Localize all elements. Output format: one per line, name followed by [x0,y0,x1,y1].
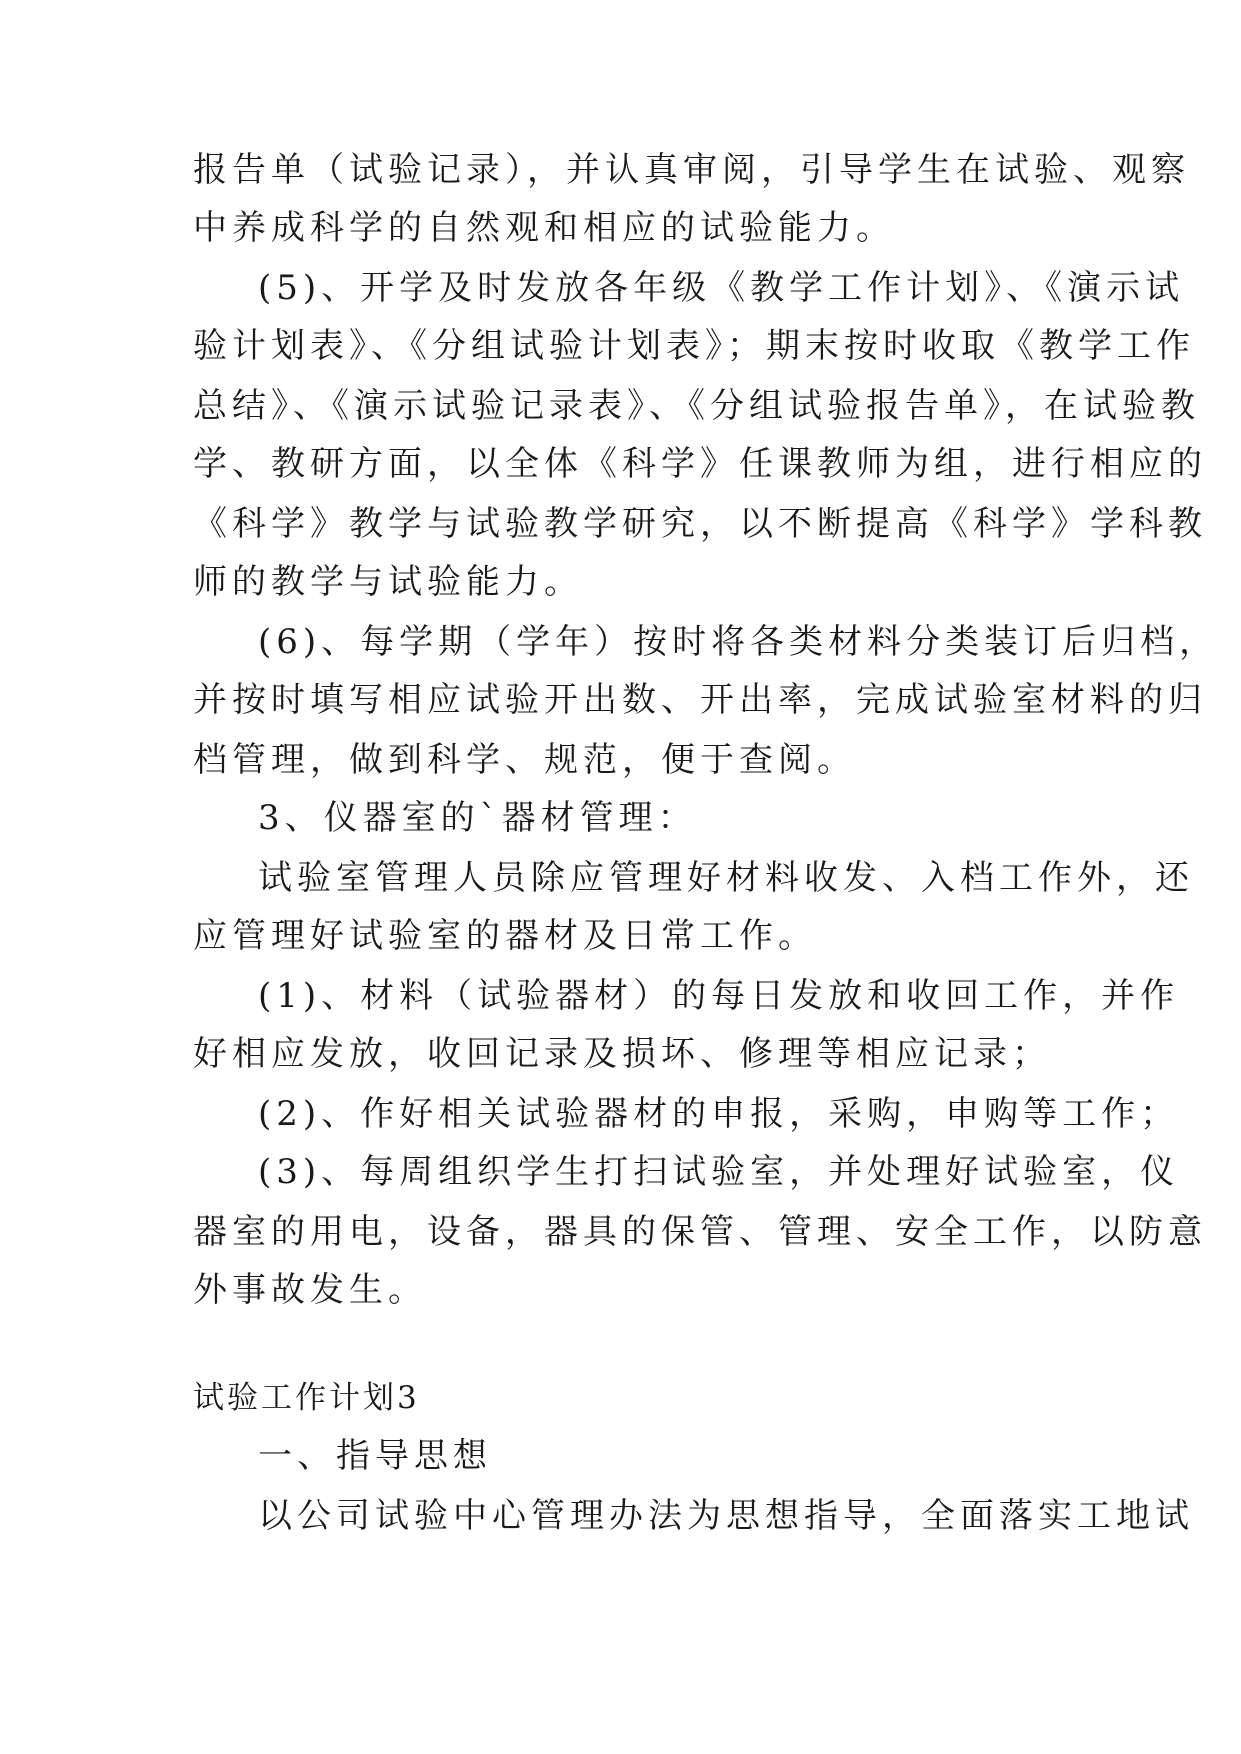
paragraph-line: 好相应发放，收回记录及损坏、修理等相应记录； [193,1034,1051,1074]
paragraph-line: 应管理好试验室的器材及日常工作。 [193,916,817,956]
paragraph-line: 师的教学与试验能力。 [193,562,583,602]
paragraph-line: 报告单（试验记录），并认真审阅，引导学生在试验、观察 [193,150,1190,190]
paragraph-line: 总结》、《演示试验记录表》、《分组试验报告单》，在试验教 [193,386,1200,426]
paragraph-line: (1)、材料（试验器材）的每日发放和收回工作，并作 [258,976,1180,1016]
paragraph-line: (6)、每学期（学年）按时将各类材料分类装订后归档， [258,622,1219,662]
paragraph-line: (3)、每周组织学生打扫试验室，并处理好试验室，仪 [258,1152,1180,1192]
paragraph-line: 《科学》教学与试验教学研究，以不断提高《科学》学科教 [193,504,1207,544]
paragraph-line: 器室的用电，设备，器具的保管、管理、安全工作，以防意 [193,1212,1207,1252]
paragraph-line: 中养成科学的自然观和相应的试验能力。 [193,208,895,248]
section-heading-line: 一、指导思想 [258,1436,492,1476]
paragraph-line: 验计划表》、《分组试验计划表》；期末按时收取《教学工作 [193,326,1195,366]
document-title: 试验工作计划3 [193,1380,420,1416]
paragraph-line: (5)、开学及时发放各年级《教学工作计划》、《演示试 [258,268,1185,308]
paragraph-line: 学、教研方面，以全体《科学》任课教师为组，进行相应的 [193,444,1207,484]
paragraph-line: (2)、作好相关试验器材的申报，采购，申购等工作； [258,1094,1180,1134]
paragraph-line: 档管理，做到科学、规范，便于查阅。 [193,740,856,780]
paragraph-line: 并按时填写相应试验开出数、开出率，完成试验室材料的归 [193,680,1207,720]
paragraph-line: 以公司试验中心管理办法为思想指导，全面落实工地试 [258,1496,1194,1536]
paragraph-line: 试验室管理人员除应管理好材料收发、入档工作外，还 [258,858,1194,898]
section-heading-line: 3、仪器室的`器材管理： [258,798,697,838]
paragraph-line: 外事故发生。 [193,1270,427,1310]
